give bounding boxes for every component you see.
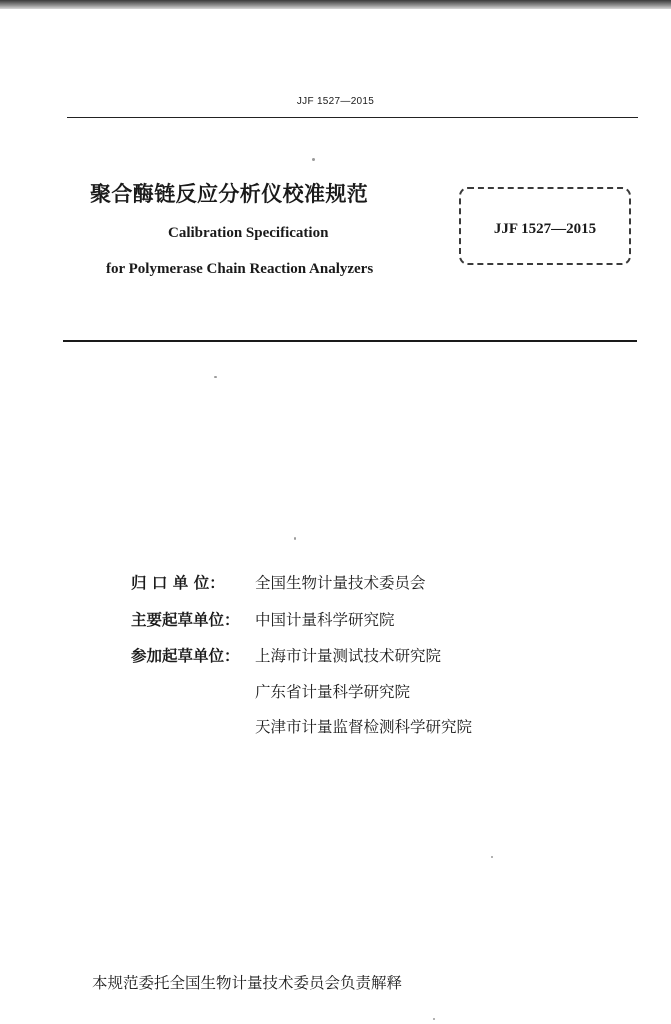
responsible-unit-value: 全国生物计量技术委员会 [255, 574, 426, 592]
scan-speck [214, 376, 217, 378]
participating-drafter-label: 参加起草单位： [131, 647, 240, 665]
title-chinese: 聚合酶链反应分析仪校准规范 [90, 182, 369, 206]
scan-speck [491, 856, 493, 858]
main-drafter-value: 中国计量科学研究院 [255, 611, 395, 629]
participating-drafter-value: 天津市计量监督检测科学研究院 [255, 718, 473, 736]
participating-drafter-value: 上海市计量测试技术研究院 [255, 647, 442, 665]
header-rule [67, 117, 638, 118]
main-drafter-label: 主要起草单位： [131, 611, 240, 629]
header-standard-code: JJF 1527—2015 [296, 96, 375, 107]
title-english-line1: Calibration Specification [168, 225, 329, 241]
responsible-unit-label: 归 口 单 位： [131, 574, 225, 592]
scan-speck [294, 537, 296, 540]
main-rule [63, 340, 637, 342]
title-english-line2: for Polymerase Chain Reaction Analyzers [106, 261, 374, 277]
participating-drafter-row [131, 644, 441, 666]
interpretation-note: 本规范委托全国生物计量技术委员会负责解释 [92, 974, 403, 992]
participating-drafter-value: 广东省计量科学研究院 [255, 683, 411, 701]
responsible-unit-row [131, 571, 426, 593]
main-drafter-row [131, 608, 395, 630]
scan-speck [433, 1018, 435, 1020]
scan-edge [0, 0, 671, 9]
scan-speck [312, 158, 315, 161]
code-box-code: JJF 1527—2015 [493, 221, 597, 237]
